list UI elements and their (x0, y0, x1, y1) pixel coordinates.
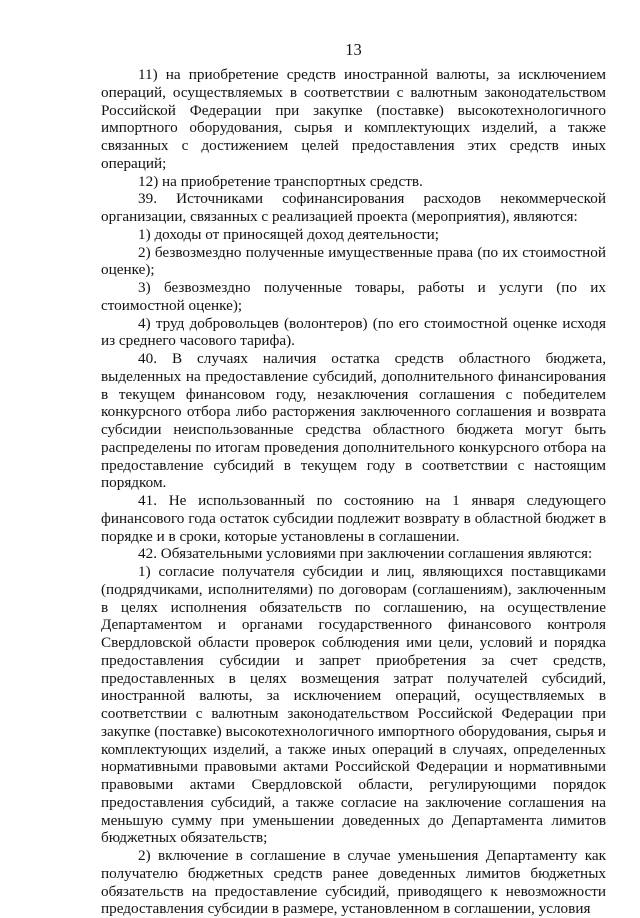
paragraph-clause-39-item-3: 3) безвозмездно полученные товары, работы и услуги (по их стоимостной оценке); (101, 279, 606, 314)
paragraph-clause-41: 41. Не использованный по состоянию на 1 января следующего финансового года остаток субсидии подлежит возврату в областной бюджет в порядке и в сроки, которые установлены в соглашении. (101, 492, 606, 545)
document-page (101, 38, 606, 918)
paragraph-item-11: 11) на приобретение средств иностранной валюты, за исключением операций, осуществляемых в соответствии с валютным законодательством Российской Федерации при закупке (поставке) высокотехнологичного импортного оборудования, сырья и комплектующих изделий, а также связанных с достижением целей предоставления этих средств иных операций; (101, 66, 606, 172)
paragraph-clause-39-item-2: 2) безвозмездно полученные имущественные права (по их стоимостной оценке); (101, 243, 606, 279)
paragraph-clause-42-item-1: 1) согласие получателя субсидии и лиц, являющихся поставщиками (подрядчиками, исполнителями) по договорам (соглашениям), заключенным в целях исполнения обязательств по соглашению, на осуществление Департаментом и органами государственного финансового контроля Свердловской области проверок соблюдения ими цели, условий и порядка предоставления субсидии и запрет приобретения за счет средств, предоставленных в целях возмещения затрат получателей субсидий, иностранной валюты, за исключением операций, осуществляемых в соответствии с валютным законодательством Российской Федерации при закупке (поставке) высокотехнологичного импортного оборудования, сырья и комплектующих изделий, а также иных операций в случаях, определенных нормативными правовыми актами Российской Федерации и нормативными правовыми актами Свердловской области, регулирующими порядок предоставления субсидий, а также согласие на заключение соглашения на меньшую сумму при уменьшении доведенных до Департамента лимитов бюджетных обязательств; (101, 563, 606, 847)
paragraph-clause-39-item-4: 4) труд добровольцев (волонтеров) (по его стоимостной оценке исходя из среднего часового тарифа). (101, 314, 606, 350)
paragraph-clause-42: 42. Обязательными условиями при заключении соглашения являются: (138, 545, 593, 563)
paragraph-clause-42-item-2: 2) включение в соглашение в случае уменьшения Департаменту как получателю бюджетных средств ранее доведенных лимитов бюджетных обязательств на предоставление субсидий, приводящего к невозможности предоставления субсидии в размере, установленном в соглашении, условия (101, 847, 606, 918)
paragraph-clause-40: 40. В случаях наличия остатка средств областного бюджета, выделенных на предоставление субсидий, дополнительного финансирования в текущем финансовом году, незаключения соглашения с победителем конкурсного отбора либо расторжения заключенного соглашения и возврата субсидии неиспользованные средства областного бюджета могут быть распределены по итогам проведения дополнительного конкурсного отбора на предоставление субсидий в текущем году в соответствии с настоящим порядком. (101, 350, 606, 492)
paragraph-clause-39: 39. Источниками софинансирования расходов некоммерческой организации, связанных с реализацией проекта (мероприятия), являются: (101, 190, 606, 225)
page-number: 13 (345, 40, 362, 59)
paragraph-clause-39-item-1: 1) доходы от приносящей доход деятельности; (138, 225, 439, 243)
paragraph-item-12: 12) на приобретение транспортных средств. (138, 172, 423, 190)
